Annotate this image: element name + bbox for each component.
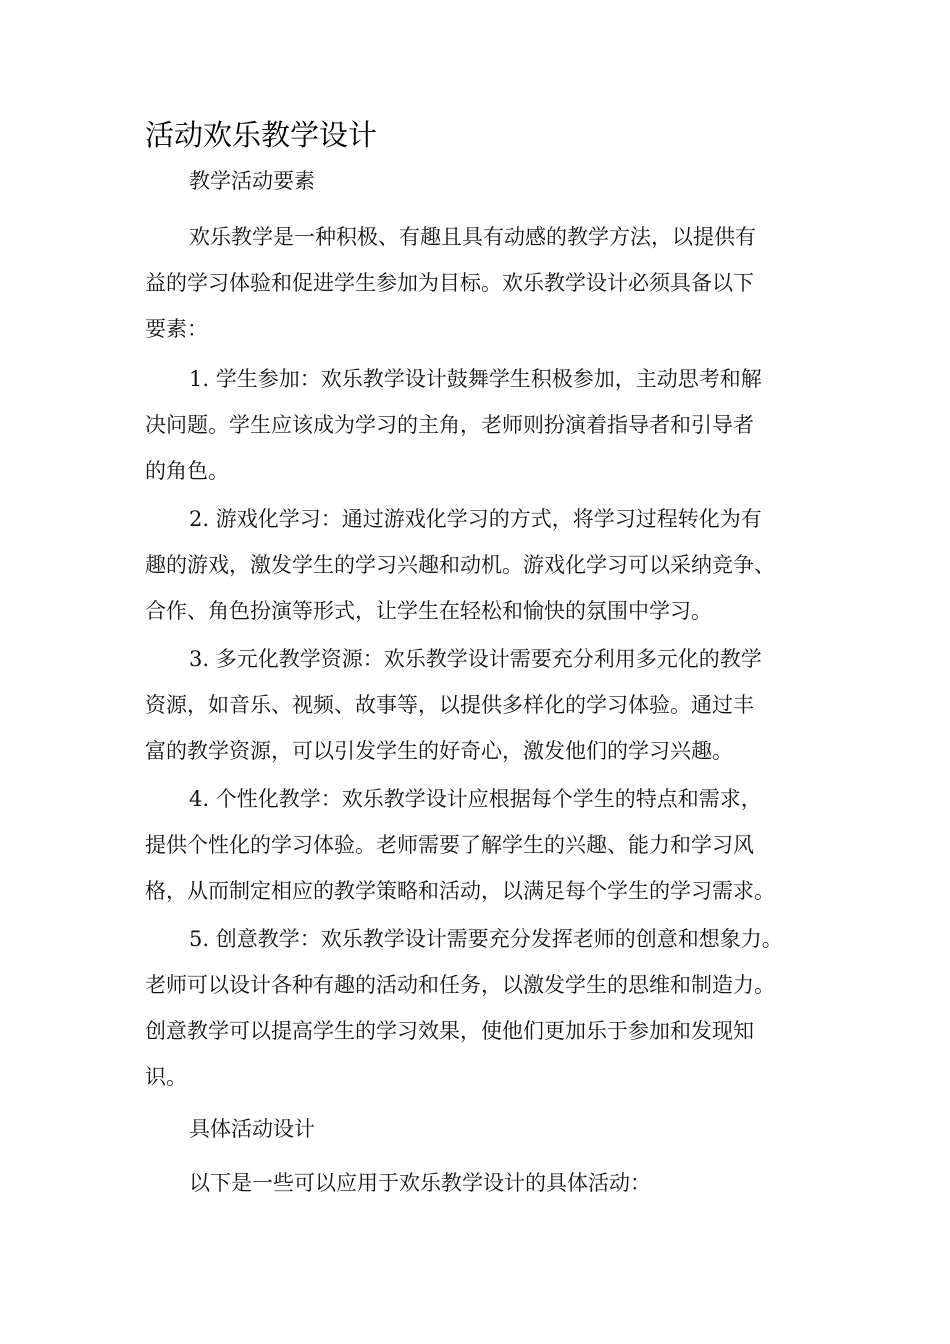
text-line: 欢乐教学是一种积极、有趣且具有动感的教学方法，以提供有 [189,225,756,249]
list-item-2 [145,496,817,634]
text-line: 老师可以设计各种有趣的活动和任务，以激发学生的思维和制造力。 [145,973,775,997]
text-line: 2. 游戏化学习：通过游戏化学习的方式，将学习过程转化为有 [189,507,762,531]
section-heading-activities [145,1106,817,1152]
text-line: 合作、角色扮演等形式，让学生在轻松和愉快的氛围中学习。 [145,599,712,623]
text-line: 益的学习体验和促进学生参加为目标。欢乐教学设计必须具备以下 [145,271,754,295]
paragraph-intro [145,214,817,352]
text-line: 富的教学资源，可以引发学生的好奇心，激发他们的学习兴趣。 [145,739,733,763]
text-line: 资源，如音乐、视频、故事等，以提供多样化的学习体验。通过丰 [145,693,754,717]
text-line: 3. 多元化教学资源：欢乐教学设计需要充分利用多元化的教学 [189,647,762,671]
text-line: 要素： [145,317,208,341]
text-line: 5. 创意教学：欢乐教学设计需要充分发挥老师的创意和想象力。 [189,927,783,951]
text-line: 以下是一些可以应用于欢乐教学设计的具体活动： [189,1171,651,1195]
text-line: 的角色。 [145,459,229,483]
paragraph-activities-intro [145,1160,817,1206]
section-heading-elements [145,158,817,204]
text-line: 具体活动设计 [189,1117,315,1141]
list-item-4 [145,776,817,914]
text-line: 趣的游戏，激发学生的学习兴趣和动机。游戏化学习可以采纳竞争、 [145,553,775,577]
list-item-1 [145,356,817,494]
text-line: 4. 个性化教学：欢乐教学设计应根据每个学生的特点和需求， [189,787,762,811]
text-line: 识。 [145,1065,187,1089]
text-line: 格，从而制定相应的教学策略和活动，以满足每个学生的学习需求。 [145,879,775,903]
list-item-5 [145,916,817,1100]
text-line: 1. 学生参加：欢乐教学设计鼓舞学生积极参加，主动思考和解 [189,367,762,391]
text-line: 决问题。学生应该成为学习的主角，老师则扮演着指导者和引导者 [145,413,754,437]
document-title: 活动欢乐教学设计 [145,118,378,152]
text-line: 提供个性化的学习体验。老师需要了解学生的兴趣、能力和学习风 [145,833,754,857]
text-line: 创意教学可以提高学生的学习效果，使他们更加乐于参加和发现知 [145,1019,754,1043]
text-line: 教学活动要素 [189,169,315,193]
list-item-3 [145,636,817,774]
